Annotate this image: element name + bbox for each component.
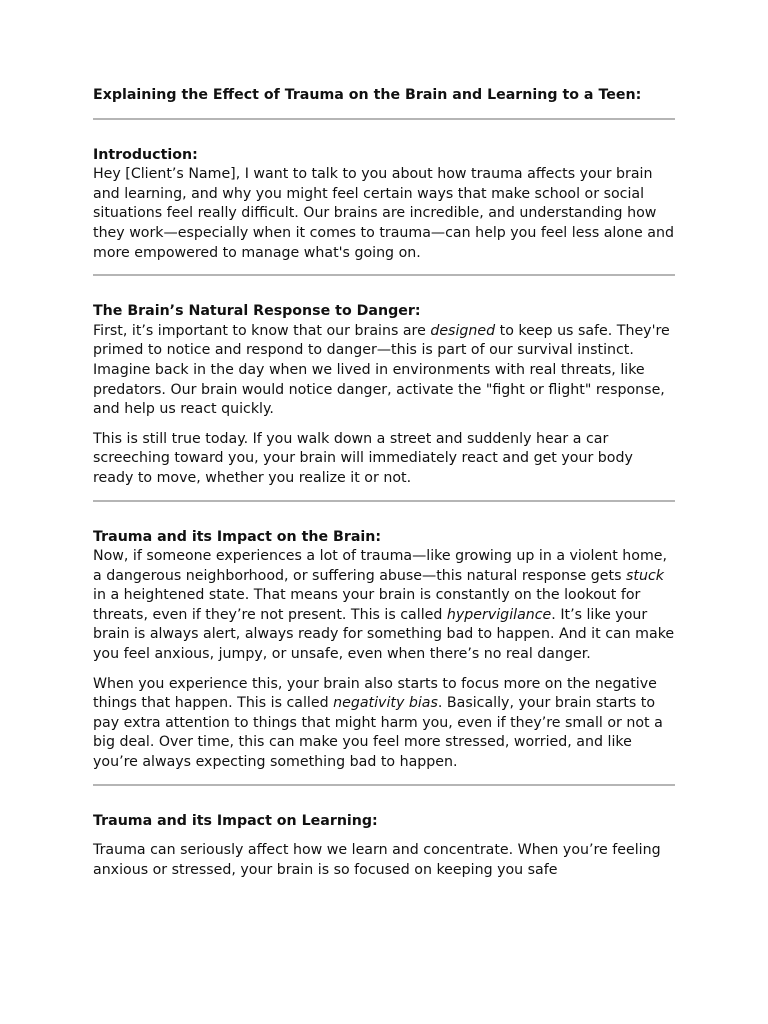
text-run: in a heightened state. That means your brain is constantly on the lookout for threats, even if they’re not present. This is called bbox=[93, 587, 641, 623]
section-trauma-learning bbox=[93, 812, 675, 881]
emphasis-hypervigilance: hypervigilance bbox=[446, 606, 552, 623]
natural-response-paragraph-1 bbox=[93, 322, 675, 420]
section-heading-natural-response: The Brain’s Natural Response to Danger: bbox=[93, 303, 421, 320]
text-run: Now, if someone experiences a lot of trauma—like growing up in a violent home, a dangerous neighborhood, or suffering abuse—this natural response gets bbox=[93, 548, 668, 584]
emphasis-designed: designed bbox=[430, 322, 496, 339]
section-heading-trauma-learning: Trauma and its Impact on Learning: bbox=[93, 812, 378, 829]
emphasis-stuck: stuck bbox=[626, 567, 664, 584]
text-run: When you experience this, your brain also starts to focus more on the negative things that happen. This is called bbox=[93, 675, 657, 712]
text-run: . It’s like your brain is always alert, always ready for something bad to happen. And it can make you feel anxious, jumpy, or unsafe, even when there’s no real danger. bbox=[93, 606, 675, 663]
text-run: . Basically, your brain starts to pay extra attention to things that might harm you, even if they’re small or not a big deal. Over time, this can make you feel more stressed, worried, and like you’re always expecting something bad to happen. bbox=[93, 695, 663, 771]
natural-response-paragraph-2: This is still true today. If you walk down a street and suddenly hear a car screeching toward you, your brain will immediately react and get your body ready to move, whether you realize it or not. bbox=[93, 430, 633, 486]
section-introduction bbox=[93, 146, 675, 264]
document-title: Explaining the Effect of Trauma on the Brain and Learning to a Teen: bbox=[93, 87, 642, 103]
document-page bbox=[93, 86, 675, 880]
trauma-brain-paragraph-2 bbox=[93, 675, 675, 773]
emphasis-negativity-bias: negativity bias bbox=[333, 695, 438, 712]
trauma-brain-paragraph-1 bbox=[93, 547, 675, 665]
section-heading-introduction: Introduction: bbox=[93, 146, 198, 163]
introduction-paragraph: Hey [Client’s Name], I want to talk to you about how trauma affects your brain and learning, and why you might feel certain ways that make school or social situations feel really difficult. Our brains are incredible, and understanding how they work—especially when it comes to trauma—can help you feel less alone and more empowered to manage what's going on. bbox=[93, 166, 674, 261]
section-natural-response bbox=[93, 302, 675, 488]
trauma-learning-paragraph-1: Trauma can seriously affect how we learn and concentrate. When you’re feeling anxious or stressed, your brain is so focused on keeping you safe bbox=[93, 842, 661, 878]
text-run: First, it’s important to know that our brains are bbox=[93, 322, 431, 339]
section-trauma-brain bbox=[93, 528, 675, 773]
text-run: to keep us safe. They're primed to notice and respond to danger—this is part of our survival instinct. Imagine back in the day when we lived in environments with real threats, like predators. Our brain would notice danger, activate the "fight or flight" response, and help us react quickly. bbox=[93, 322, 670, 418]
section-heading-trauma-brain: Trauma and its Impact on the Brain: bbox=[93, 528, 382, 545]
